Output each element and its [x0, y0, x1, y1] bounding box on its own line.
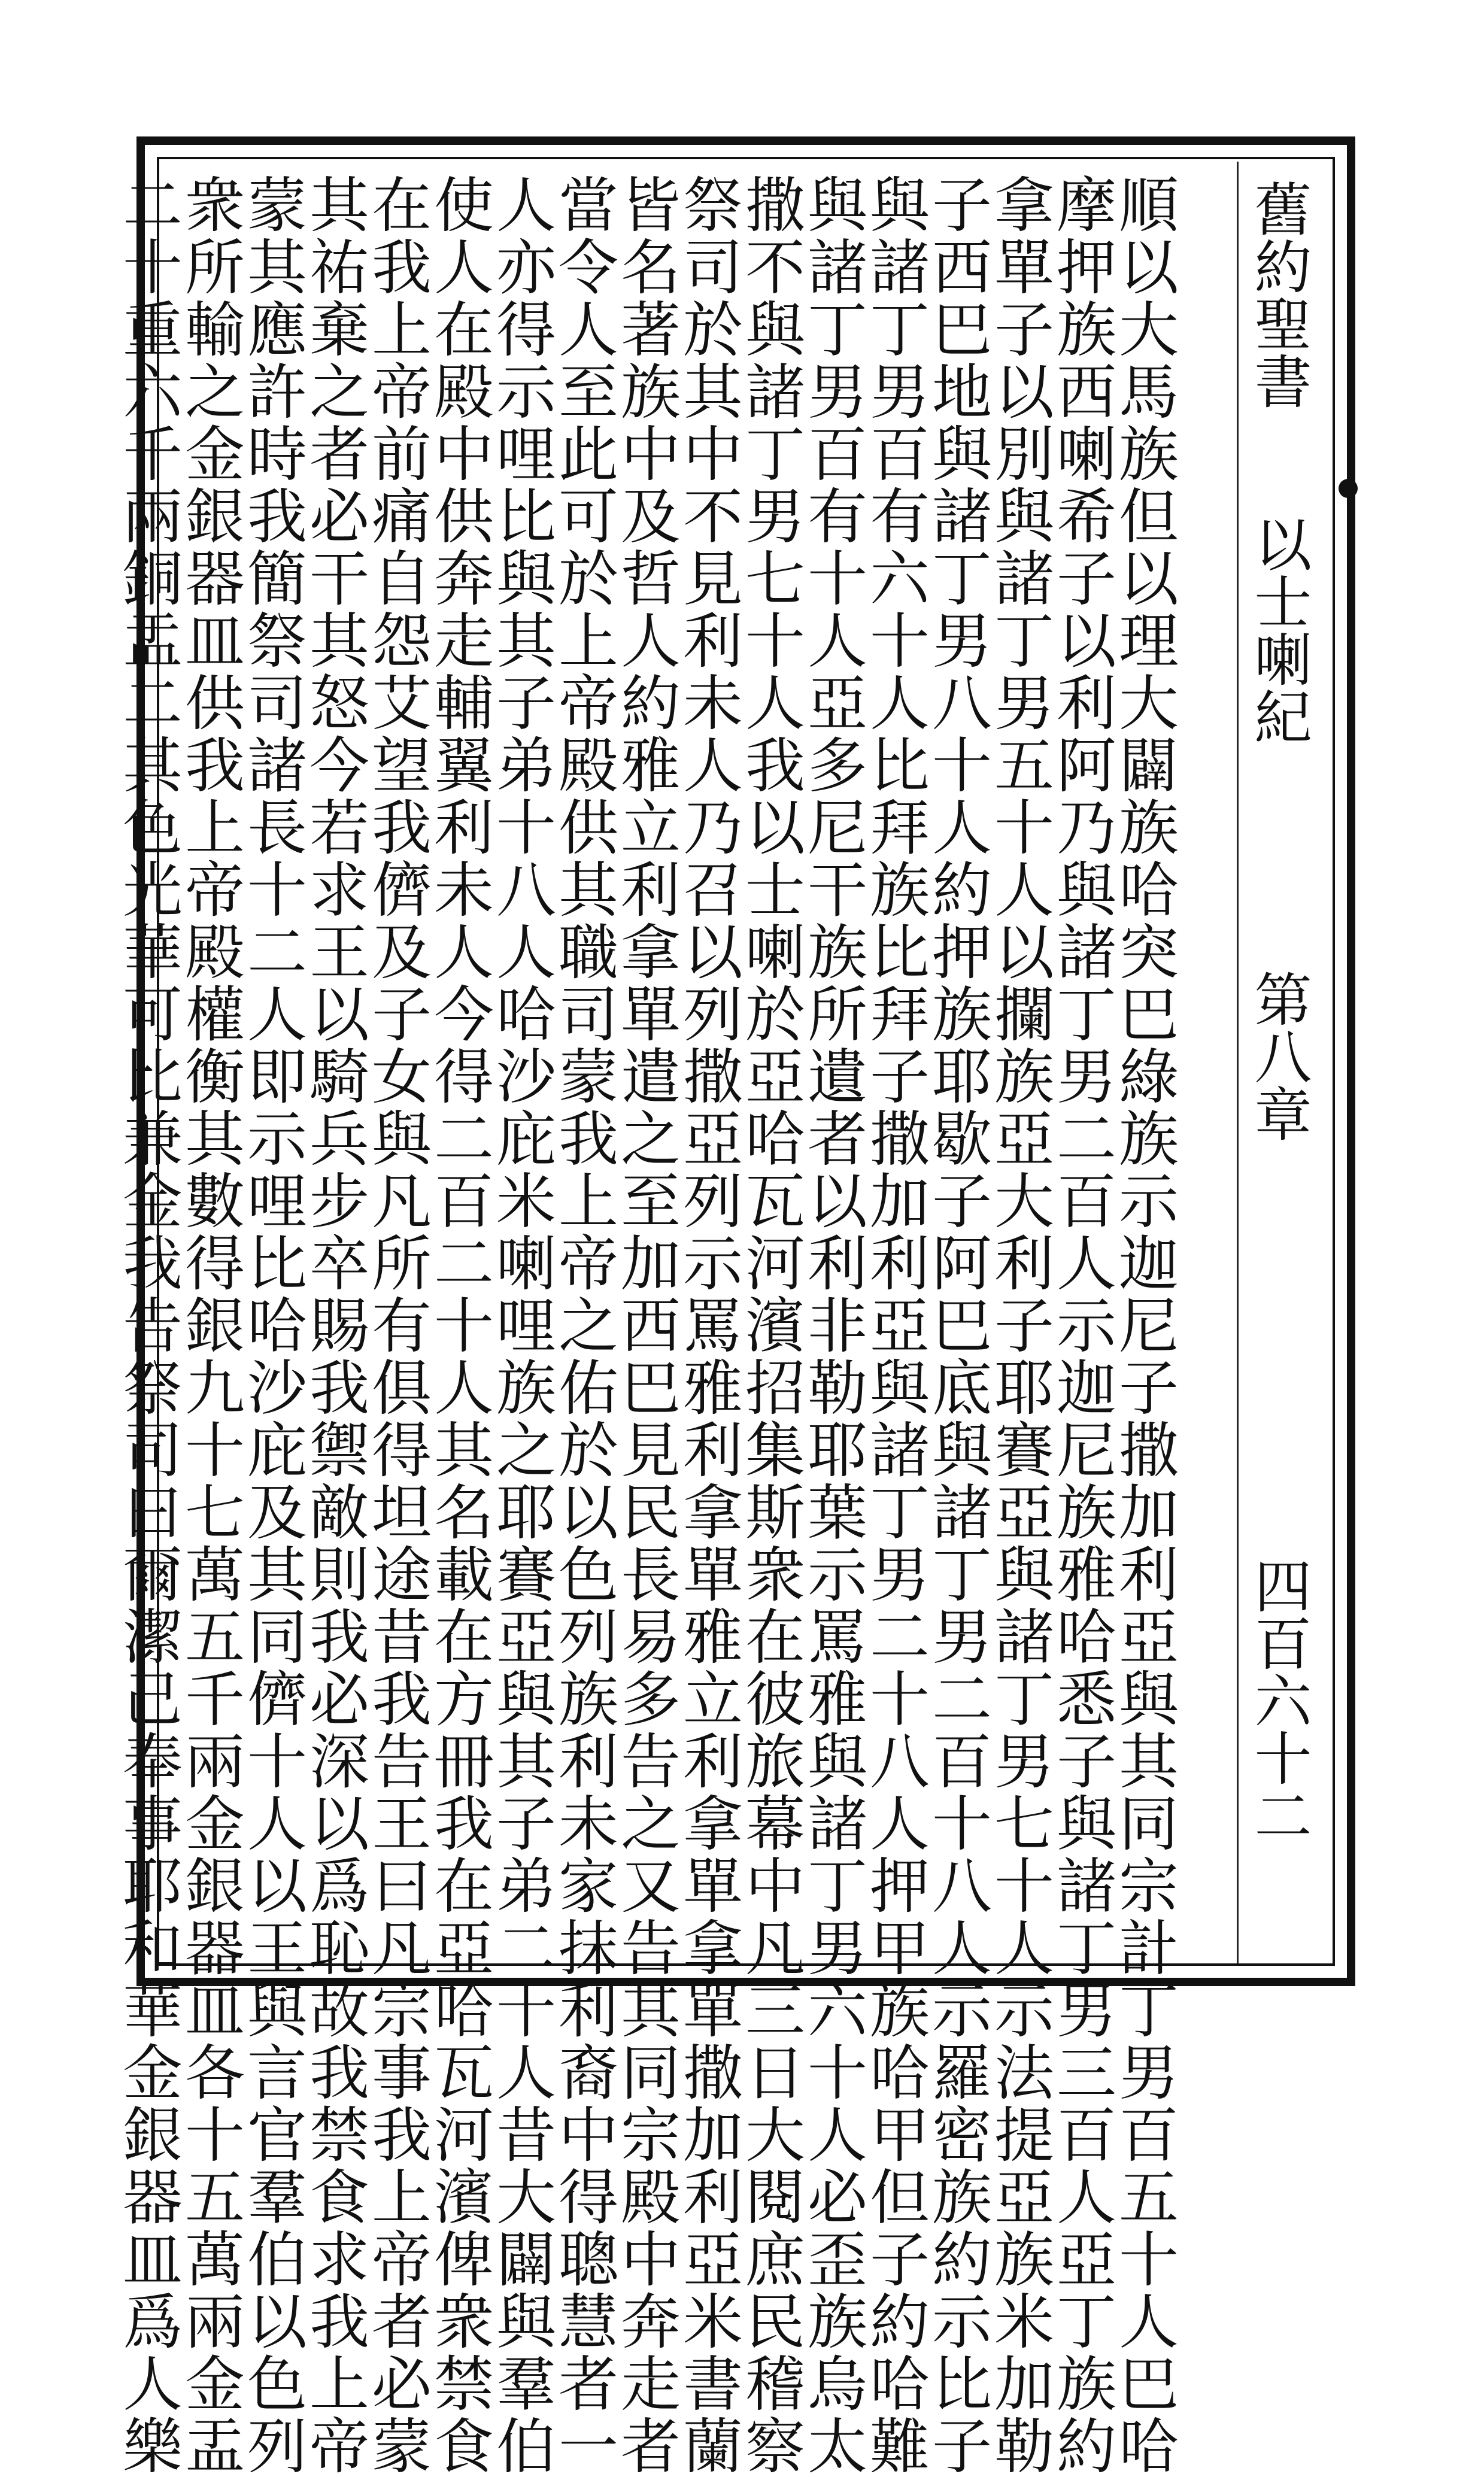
- text-column-7: 撒不與諸丁男七十人我以士喇於亞哈瓦河濱招集斯衆在彼旅幕中凡三日大閱庶民稽察: [735, 174, 805, 2477]
- text-column-8: 祭司於其中不見利未人乃召以列撒亞列示罵雅利拿單雅立利拿單拿單撒加利亞米書蘭: [673, 174, 743, 2477]
- running-head-book-title: 舊約聖書: [1245, 180, 1312, 409]
- margin-ornament: [1339, 479, 1358, 498]
- text-column-9: 皆名著族中及哲人約雅立利拿單遣之至加西巴見民長易多告之又告其同宗殿中奔走者: [611, 174, 681, 2477]
- text-column-5: 與諸丁男百有六十人比拜族比拜子撒加利亞與諸丁男二十八人押甲族哈甲但子約哈難: [860, 174, 930, 2477]
- running-head-book-name: 以士喇紀: [1245, 515, 1312, 745]
- text-column-2: 摩押族西喇希子以利阿乃與諸丁男二百人示迦尼族雅哈悉子與諸丁男三百人亞丁族約: [1046, 174, 1116, 2477]
- text-column-10: 當令人至此可於上帝殿供其職司蒙我上帝之佑於以色列族利未家抹利裔中得聰慧者一: [548, 174, 618, 2477]
- text-column-6: 與諸丁男百有十人亞多尼干族所遺者以利非勒耶葉示罵雅與諸丁男六十人必歪族烏太: [797, 174, 867, 2477]
- text-column-16: 衆所輸之金銀器皿供我上帝殿權衡其數得銀九十七萬五千兩金銀器皿各十五萬兩金盂: [175, 174, 245, 2477]
- text-column-1: 順以大馬族但以理大闢族哈突巴綠族示迦尼子撒加利亞與其同宗計丁男百五十人巴哈: [1109, 174, 1179, 2477]
- margin-rule: [1237, 162, 1239, 1963]
- text-column-17: 二十重六千兩銅盂二其色光華可比兼金我告祭司曰爾潔己奉事耶和華金銀器皿爲人樂: [113, 174, 183, 2477]
- text-column-3: 拿單子以別與諸丁男五十人以攔族亞大利子耶賽亞與諸丁男七十人示法提亞族米加勒: [984, 174, 1054, 2477]
- text-column-15: 蒙其應許時我簡祭司諸長十二人即示哩比哈沙庇及其同儕十人以王與言官羣伯以色列: [237, 174, 307, 2477]
- chapter-label: 第八章: [1245, 970, 1312, 1142]
- page-number: 四百六十二: [1245, 1556, 1312, 1844]
- text-column-11: 人亦得示哩比與其子弟十八人哈沙庇米喇哩族之耶賽亞與其子弟二十人昔大闢與羣伯: [486, 174, 556, 2477]
- text-column-14: 其祐棄之者必干其怒今若求王以騎兵步卒賜我禦敵則我必深以爲恥故我禁食求我上帝: [299, 174, 369, 2477]
- text-column-12: 使人在殿中供奔走輔翼利未人今得二百二十人其名載在方冊我在亞哈瓦河濱俾衆禁食: [424, 174, 494, 2477]
- text-column-13: 在我上帝前痛自怨艾望我儕及子女與凡所有俱得坦途昔我告王曰凡宗事我上帝者必蒙: [362, 174, 432, 2477]
- text-column-4: 子西巴地與諸丁男八十人約押族耶歇子阿巴底與諸丁男二百十八人示羅密族約示比子: [922, 174, 992, 2477]
